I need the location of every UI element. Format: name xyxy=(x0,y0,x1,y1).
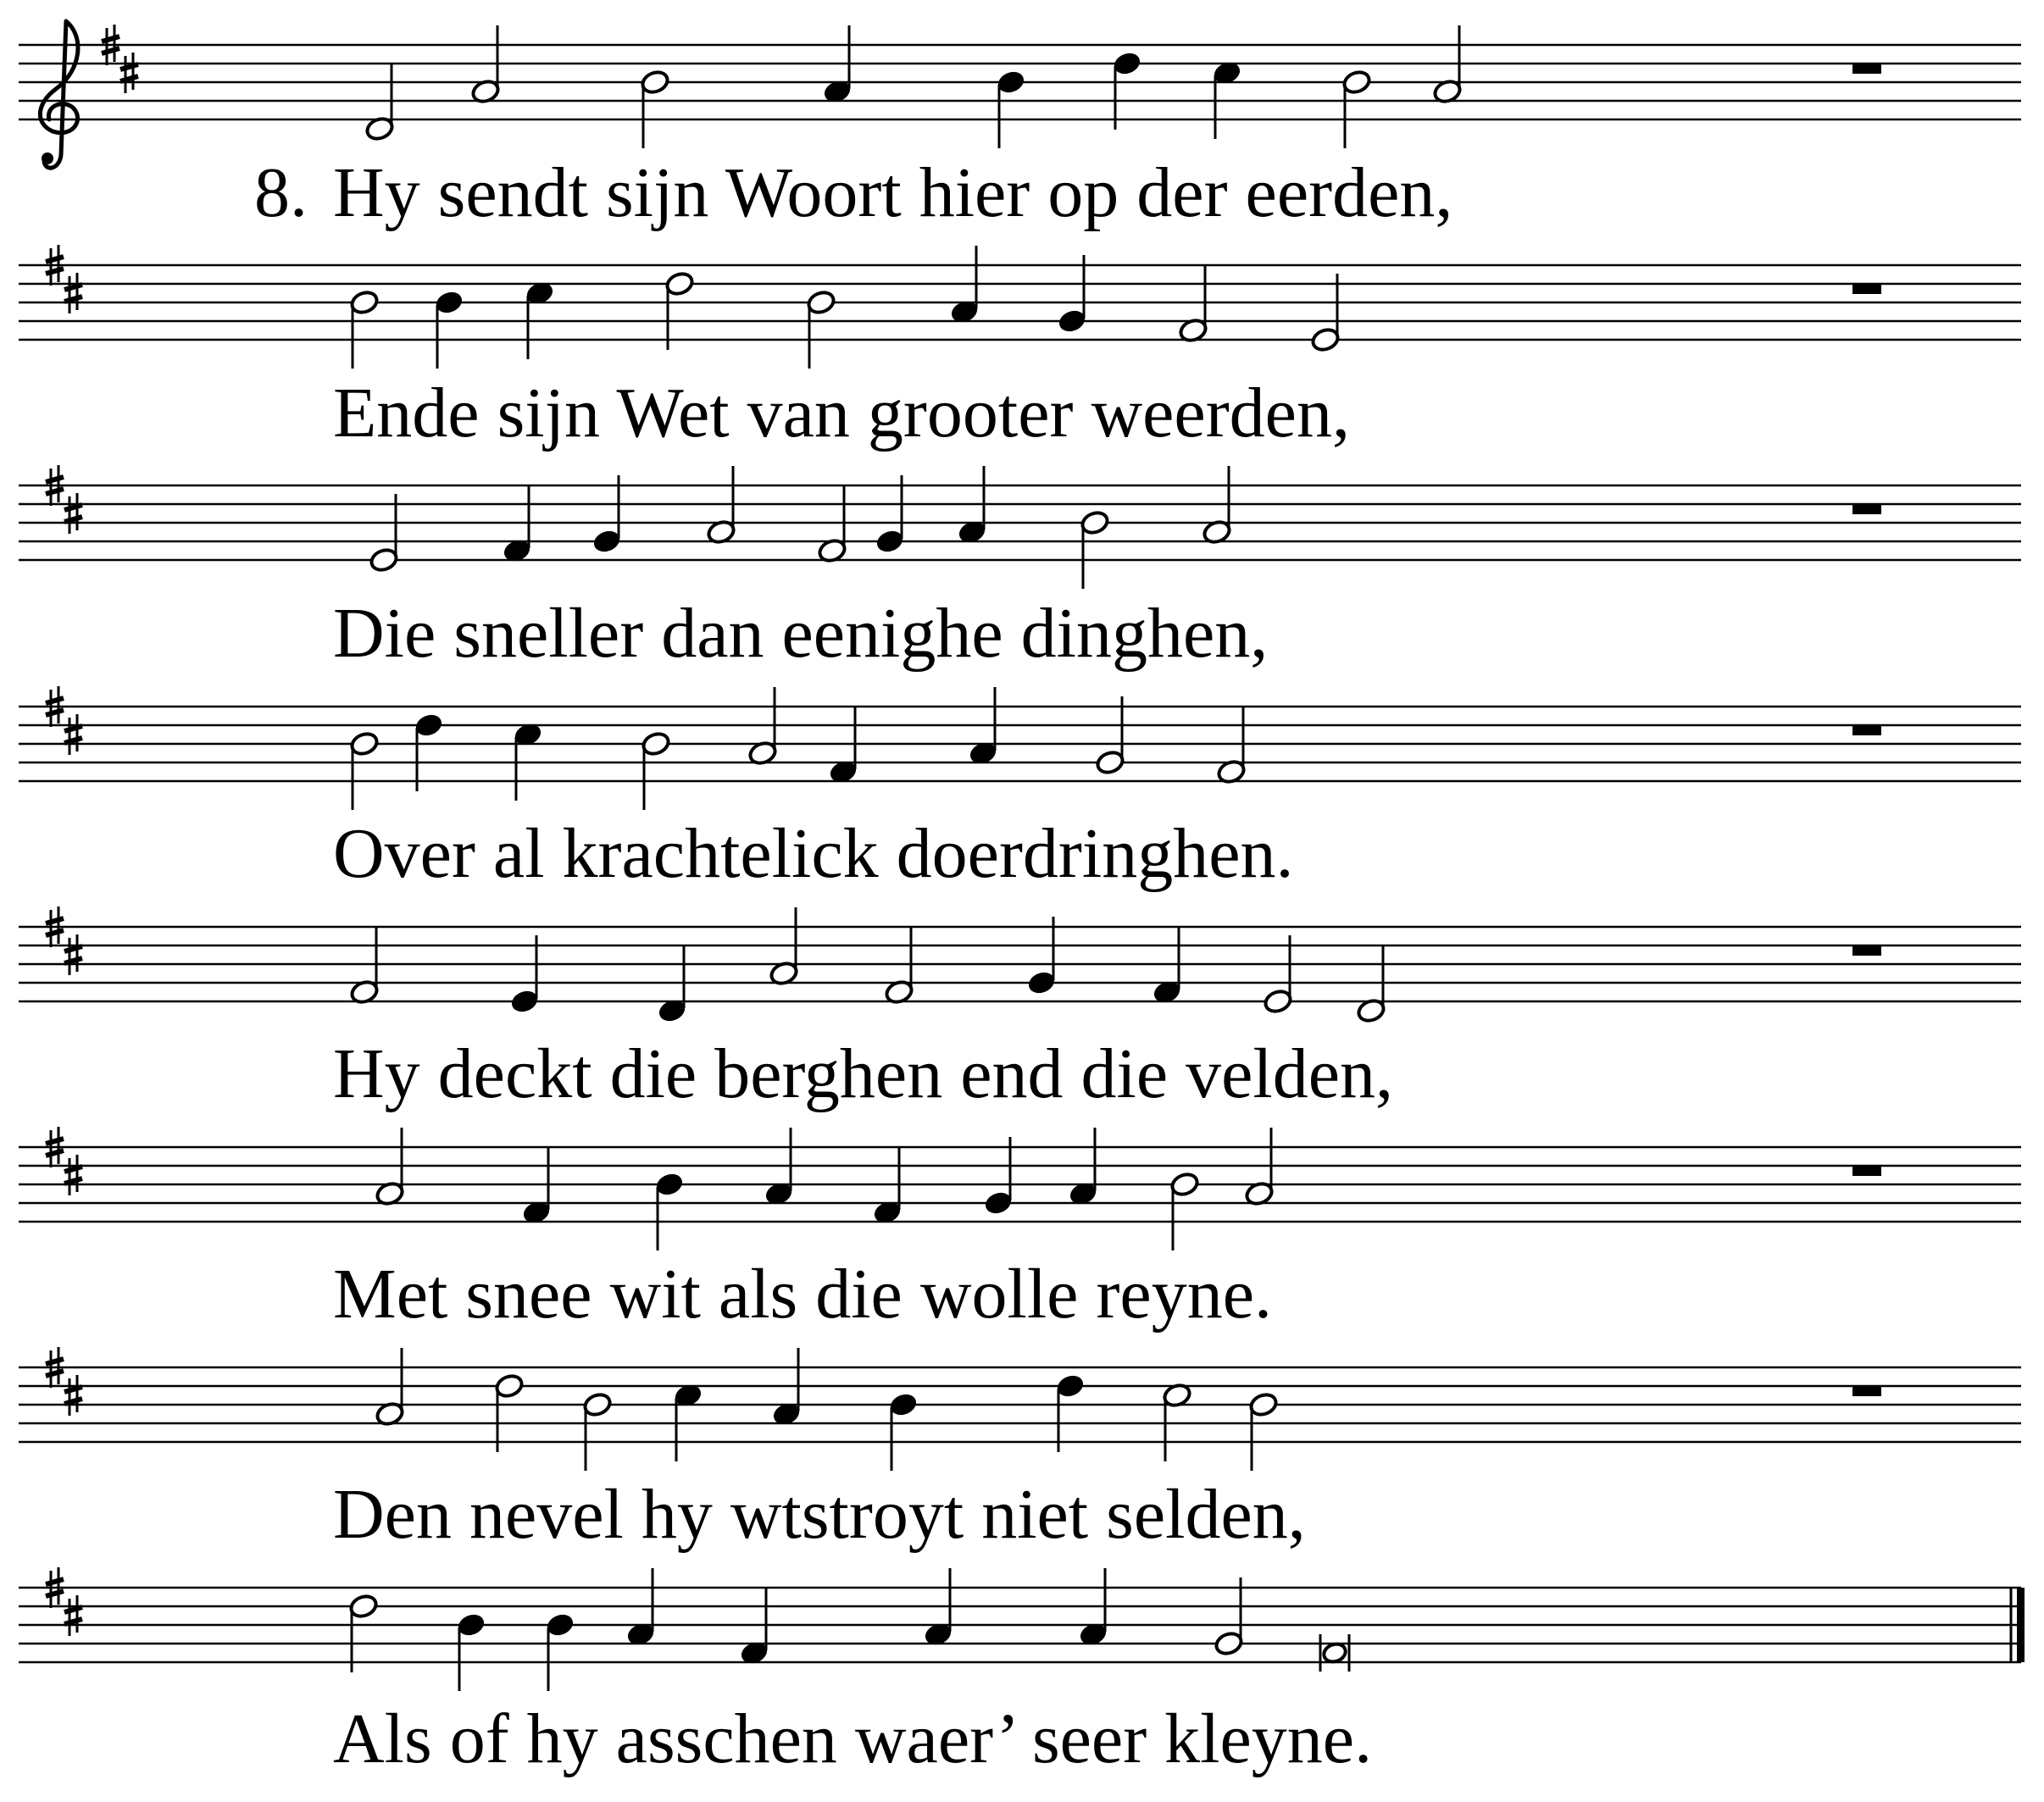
verse-number: 8. xyxy=(254,153,308,232)
note xyxy=(502,485,532,564)
note xyxy=(592,475,622,555)
final-barline xyxy=(2017,1588,2025,1662)
note xyxy=(739,1587,769,1666)
systems-layer xyxy=(19,21,2025,1778)
note xyxy=(1432,25,1463,105)
note xyxy=(957,466,987,546)
note xyxy=(747,687,778,767)
note xyxy=(771,1348,802,1428)
note xyxy=(1178,264,1208,344)
note xyxy=(1152,926,1182,1006)
note xyxy=(349,289,380,369)
note xyxy=(521,1146,552,1226)
lyric-line: Als of hy asschen waer’ seer kleyne. xyxy=(333,1699,1373,1778)
staff-system xyxy=(19,1567,2025,1778)
note xyxy=(456,1611,486,1691)
note xyxy=(1356,945,1386,1024)
note xyxy=(470,25,501,105)
note xyxy=(1055,1372,1086,1452)
note xyxy=(1068,1128,1098,1207)
note xyxy=(349,926,380,1006)
half-rest-icon xyxy=(1852,64,1881,74)
lyric-line: Over al krachtelick doerdringhen. xyxy=(333,814,1294,893)
note xyxy=(625,1568,656,1648)
staff-system xyxy=(19,1127,2021,1333)
note xyxy=(706,466,736,546)
note xyxy=(657,945,687,1024)
note xyxy=(817,485,847,564)
note xyxy=(513,721,543,801)
note xyxy=(968,687,998,767)
note xyxy=(828,706,858,785)
note xyxy=(822,25,853,105)
sharp-c-icon xyxy=(64,714,82,755)
note xyxy=(806,289,836,369)
staff-system xyxy=(19,245,2021,452)
half-rest-icon xyxy=(1852,945,1881,956)
note xyxy=(1026,917,1057,996)
note xyxy=(764,1128,794,1207)
note xyxy=(1263,935,1293,1015)
note xyxy=(884,926,914,1006)
note xyxy=(1216,706,1247,785)
sharp-c-icon xyxy=(64,1595,82,1636)
note xyxy=(582,1391,613,1471)
note xyxy=(1212,59,1242,139)
note xyxy=(1169,1171,1200,1250)
note xyxy=(1202,466,1232,546)
note xyxy=(1341,69,1372,148)
lyric-line: Met snee wit als die wolle reyne. xyxy=(333,1255,1272,1333)
note xyxy=(872,1146,903,1226)
note xyxy=(875,475,905,555)
staff-system xyxy=(19,1347,2021,1554)
note xyxy=(1080,509,1110,589)
note xyxy=(1078,1568,1108,1648)
note xyxy=(1112,50,1142,130)
sharp-c-icon xyxy=(64,1155,82,1195)
note xyxy=(1248,1391,1279,1471)
note xyxy=(1320,1634,1349,1672)
note xyxy=(888,1391,919,1471)
note xyxy=(509,935,540,1015)
note xyxy=(525,280,555,359)
note xyxy=(375,1348,405,1428)
note xyxy=(375,1128,405,1207)
note xyxy=(673,1382,703,1461)
half-rest-icon xyxy=(1852,1386,1881,1396)
note xyxy=(654,1171,685,1250)
note xyxy=(1162,1382,1192,1461)
note xyxy=(769,907,799,987)
note xyxy=(434,289,464,369)
note xyxy=(996,69,1026,148)
sharp-c-icon xyxy=(64,1375,82,1416)
note xyxy=(1310,274,1341,353)
note xyxy=(414,712,444,791)
lyric-line: Hy sendt sijn Woort hier op der eerden, xyxy=(333,153,1453,232)
staff-system xyxy=(19,907,2021,1113)
note xyxy=(640,69,670,148)
note xyxy=(545,1611,575,1691)
treble-clef-icon xyxy=(40,21,78,168)
sharp-c-icon xyxy=(64,934,82,975)
note xyxy=(494,1372,525,1452)
half-rest-icon xyxy=(1852,725,1881,735)
lyric-line: Die sneller dan eenighe dinghen, xyxy=(333,594,1269,673)
note xyxy=(983,1137,1014,1217)
staff-system xyxy=(19,465,2021,673)
note xyxy=(641,730,671,810)
lyric-line: Den nevel hy wtstroyt niet selden, xyxy=(333,1475,1306,1554)
sharp-c-icon xyxy=(120,53,138,93)
note xyxy=(1095,696,1125,776)
note xyxy=(369,494,399,574)
half-rest-icon xyxy=(1852,1166,1881,1176)
sharp-c-icon xyxy=(64,273,82,313)
note xyxy=(923,1568,953,1648)
note xyxy=(348,1593,379,1672)
note xyxy=(1244,1128,1275,1207)
staff-system xyxy=(19,21,2021,232)
lyric-line: Ende sijn Wet van grooter weerden, xyxy=(333,374,1350,452)
note xyxy=(1057,255,1087,335)
note xyxy=(949,246,980,325)
half-rest-icon xyxy=(1852,504,1881,514)
note xyxy=(364,63,395,142)
note xyxy=(664,270,695,350)
sharp-c-icon xyxy=(64,493,82,534)
half-rest-icon xyxy=(1852,284,1881,294)
note xyxy=(349,730,380,810)
lyric-line: Hy deckt die berghen end die velden, xyxy=(333,1034,1394,1113)
staff-system xyxy=(19,686,2021,893)
note xyxy=(1214,1577,1244,1657)
